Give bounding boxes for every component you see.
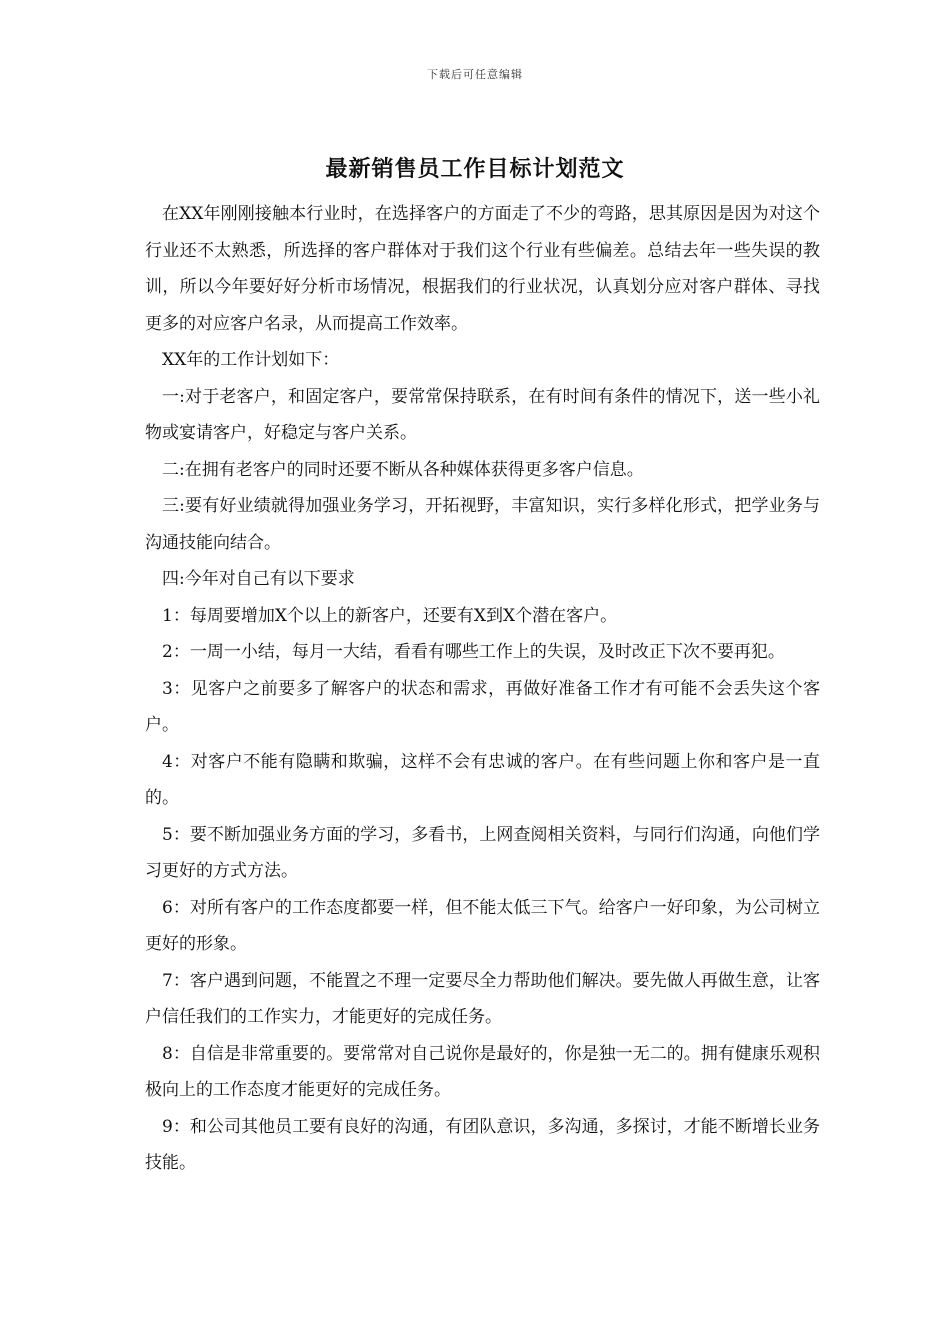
header-note: 下载后可任意编辑: [427, 68, 523, 81]
requirement-7: 7：客户遇到问题，不能置之不理一定要尽全力帮助他们解决。要先做人再做生意，让客户信任我们的工作实力，才能更好的完成任务。: [145, 970, 820, 1027]
paragraph-plan-heading: XX年的工作计划如下：: [162, 350, 340, 370]
paragraph-item-4: 四:今年对自己有以下要求: [162, 569, 355, 589]
requirement-1: 1：每周要增加X个以上的新客户，还要有X到X个潜在客户。: [162, 605, 618, 626]
document-title: 最新销售员工作目标计划范文: [325, 157, 625, 182]
requirement-4: 4：对客户不能有隐瞒和欺骗，这样不会有忠诚的客户。在有些问题上你和客户是一直的。: [145, 751, 820, 808]
requirement-8: 8：自信是非常重要的。要常常对自己说你是最好的，你是独一无二的。拥有健康乐观积极向上的工作态度才能更好的完成任务。: [145, 1043, 820, 1100]
document-body: [145, 196, 820, 1182]
requirement-6: 6：对所有客户的工作态度都要一样，但不能太低三下气。给客户一好印象，为公司树立更好的形象。: [145, 897, 820, 954]
paragraph-item-3: 三:要有好业绩就得加强业务学习，开拓视野，丰富知识，实行多样化形式，把学业务与沟通技能向结合。: [145, 496, 820, 553]
requirement-2: 2：一周一小结，每月一大结，看看有哪些工作上的失误，及时改正下次不要再犯。: [162, 642, 785, 662]
paragraph-item-1: 一:对于老客户，和固定客户，要常常保持联系，在有时间有条件的情况下，送一些小礼物或宴请客户，好稳定与客户关系。: [145, 386, 820, 443]
requirement-5: 5：要不断加强业务方面的学习，多看书，上网查阅相关资料，与同行们沟通，向他们学习更好的方式方法。: [145, 824, 820, 881]
requirement-9: 9：和公司其他员工要有良好的沟通，有团队意识，多沟通，多探讨，才能不断增长业务技能。: [145, 1116, 820, 1173]
paragraph-item-2: 二:在拥有老客户的同时还要不断从各种媒体获得更多客户信息。: [162, 459, 644, 480]
paragraph-intro: 在XX年刚刚接触本行业时，在选择客户的方面走了不少的弯路，思其原因是因为对这个行业还不太熟悉，所选择的客户群体对于我们这个行业有些偏差。总结去年一些失误的教训，所以今年要好好分析市场情况，根据我们的行业状况，认真划分应对客户群体、寻找更多的对应客户名录，从而提高工作效率。: [145, 204, 820, 334]
requirement-3: 3：见客户之前要多了解客户的状态和需求，再做好准备工作才有可能不会丢失这个客户。: [145, 678, 820, 735]
